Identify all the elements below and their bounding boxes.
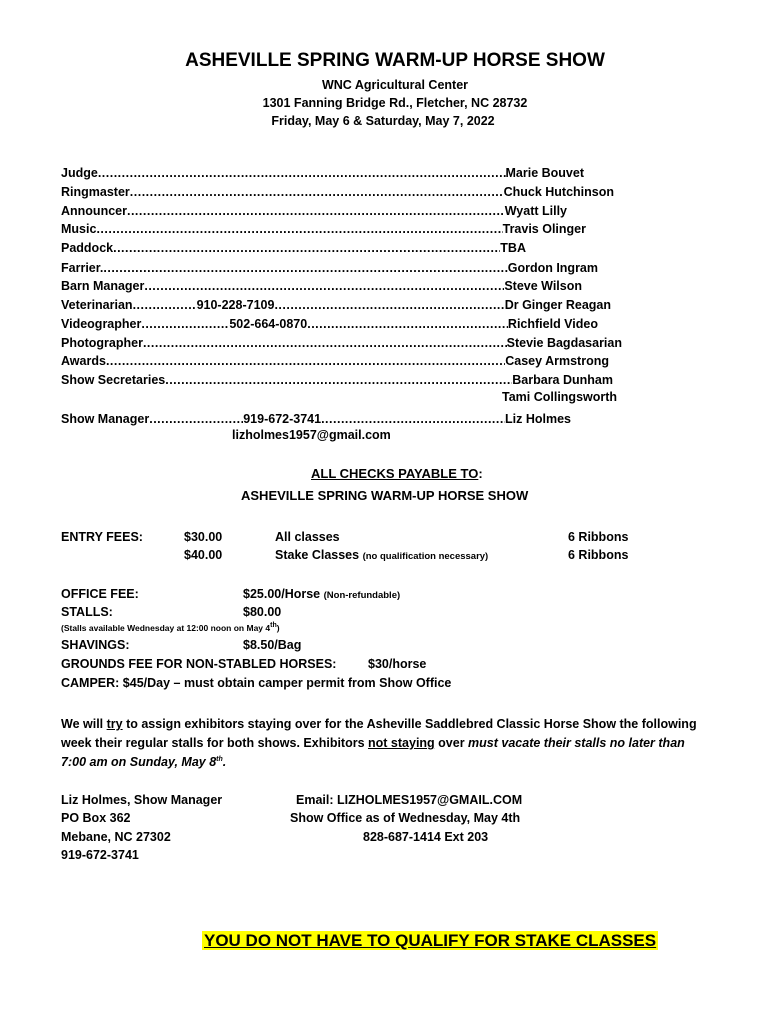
- venue-name: WNC Agricultural Center: [321, 78, 469, 92]
- official-role: Show Manager: [61, 412, 150, 426]
- stalls-value: $80.00: [243, 605, 282, 619]
- official-row: [61, 257, 598, 275]
- contact-phone: 919-672-3741: [61, 848, 139, 862]
- grounds-fee-value: $30/horse: [368, 657, 427, 671]
- official-role: Judge: [61, 166, 98, 180]
- entry-fees-label: ENTRY FEES:: [61, 530, 143, 544]
- office-fee-value-row: [243, 587, 400, 601]
- official-row: [61, 275, 582, 293]
- official-role: Photographer: [61, 336, 143, 350]
- notice-text: .: [222, 755, 227, 769]
- official-row: [61, 313, 598, 331]
- official-role: Paddock: [61, 241, 114, 255]
- stake-class-banner-text: YOU DO NOT HAVE TO QUALIFY FOR STAKE CLASSES: [204, 931, 657, 950]
- contact-city: Mebane, NC 27302: [61, 830, 171, 844]
- official-name: Gordon Ingram: [507, 261, 598, 275]
- entry-fee-ribbons: 6 Ribbons: [568, 530, 629, 544]
- notice-text: We will: [61, 717, 107, 731]
- official-name: Wyatt Lilly: [504, 204, 567, 218]
- official-name-secondary: Tami Collingsworth: [502, 390, 618, 404]
- official-name: Liz Holmes: [505, 412, 571, 426]
- stalls-note-text: (Stalls available Wednesday at 12:00 noon on May 4: [61, 622, 271, 633]
- official-row: [61, 181, 614, 199]
- official-role: Barn Manager: [61, 279, 145, 293]
- entry-fee-amount: $30.00: [184, 530, 223, 544]
- checks-payee: ASHEVILLE SPRING WARM-UP HORSE SHOW: [241, 488, 529, 503]
- official-name: Richfield Video: [507, 317, 598, 331]
- office-fee-note: (Non-refundable): [323, 590, 401, 601]
- show-dates: Friday, May 6 & Saturday, May 7, 2022: [271, 114, 495, 128]
- notice-line-3: [61, 755, 226, 769]
- checks-heading: [311, 466, 483, 481]
- notice-line-1: [61, 717, 697, 731]
- contact-show-office: Show Office as of Wednesday, May 4th: [290, 811, 521, 825]
- official-role: Ringmaster: [61, 185, 130, 199]
- official-row: [61, 237, 526, 255]
- office-fee-value: $25.00/Horse: [243, 587, 321, 601]
- official-name: Travis Olinger: [502, 222, 586, 236]
- official-role: Farrier.: [61, 261, 104, 275]
- contact-pobox: PO Box 362: [61, 811, 131, 825]
- official-name: TBA: [500, 241, 526, 255]
- entry-fee-desc-row: [275, 548, 488, 562]
- stalls-note: [61, 622, 280, 633]
- official-name: Dr Ginger Reagan: [504, 298, 611, 312]
- official-row: [61, 408, 571, 426]
- notice-sup: th: [216, 755, 223, 763]
- official-name: Steve Wilson: [504, 279, 582, 293]
- official-row: [61, 332, 622, 350]
- entry-fee-desc: Stake Classes: [275, 548, 360, 562]
- official-role: Music: [61, 222, 97, 236]
- official-role: Show Secretaries: [61, 373, 166, 387]
- official-phone: 910-228-7109: [196, 298, 275, 312]
- official-role: Veterinarian: [61, 298, 133, 312]
- checks-label: ALL CHECKS PAYABLE TO: [311, 466, 479, 481]
- official-row: [61, 369, 613, 387]
- grounds-fee-label: GROUNDS FEE FOR NON-STABLED HORSES:: [61, 657, 337, 671]
- notice-italic: 7:00 am on Sunday, May 8: [61, 755, 217, 769]
- official-name: Chuck Hutchinson: [503, 185, 614, 199]
- shavings-label: SHAVINGS:: [61, 638, 130, 652]
- official-name: Casey Armstrong: [505, 354, 609, 368]
- stake-class-banner: [202, 931, 658, 951]
- stalls-note-end: ): [276, 622, 280, 633]
- contact-office-phone: 828-687-1414 Ext 203: [363, 830, 489, 844]
- official-role: Videographer: [61, 317, 142, 331]
- notice-underline: try: [106, 717, 123, 731]
- contact-manager: Liz Holmes, Show Manager: [61, 793, 223, 807]
- entry-fee-amount: $40.00: [184, 548, 223, 562]
- official-row: [61, 350, 609, 368]
- official-row: [61, 162, 584, 180]
- camper-fee: CAMPER: $45/Day – must obtain camper permit from Show Office: [61, 676, 452, 690]
- shavings-value: $8.50/Bag: [243, 638, 302, 652]
- entry-fee-desc: All classes: [275, 530, 340, 544]
- notice-text: week their regular stalls for both shows. Exhibitors: [61, 736, 369, 750]
- entry-fee-ribbons: 6 Ribbons: [568, 548, 629, 562]
- page-title: ASHEVILLE SPRING WARM-UP HORSE SHOW: [185, 50, 605, 71]
- notice-text: to assign exhibitors staying over for the Asheville Saddlebred Classic Horse Show the following: [122, 717, 697, 731]
- venue-address: 1301 Fanning Bridge Rd., Fletcher, NC 28732: [262, 96, 528, 110]
- stalls-label: STALLS:: [61, 605, 113, 619]
- official-row: [61, 294, 611, 312]
- entry-fee-note: (no qualification necessary): [362, 551, 489, 562]
- notice-text: over: [434, 736, 469, 750]
- official-role: Awards: [61, 354, 106, 368]
- official-role: Announcer: [61, 204, 127, 218]
- notice-line-2: [61, 736, 685, 750]
- official-name: Stevie Bagdasarian: [506, 336, 622, 350]
- official-row: [61, 218, 586, 236]
- official-name: Barbara Dunham: [512, 373, 613, 387]
- notice-underline: not staying: [368, 736, 435, 750]
- contact-email: Email: LIZHOLMES1957@GMAIL.COM: [296, 793, 523, 807]
- official-phone: 919-672-3741: [243, 412, 322, 426]
- checks-colon: :: [478, 466, 483, 481]
- stalls-note-sup: th: [270, 622, 277, 629]
- official-phone: 502-664-0870: [229, 317, 308, 331]
- official-row: [61, 200, 567, 218]
- office-fee-label: OFFICE FEE:: [61, 587, 139, 601]
- official-name: Marie Bouvet: [505, 166, 584, 180]
- notice-italic: must vacate their stalls no later than: [468, 736, 685, 750]
- manager-email: lizholmes1957@gmail.com: [232, 428, 391, 442]
